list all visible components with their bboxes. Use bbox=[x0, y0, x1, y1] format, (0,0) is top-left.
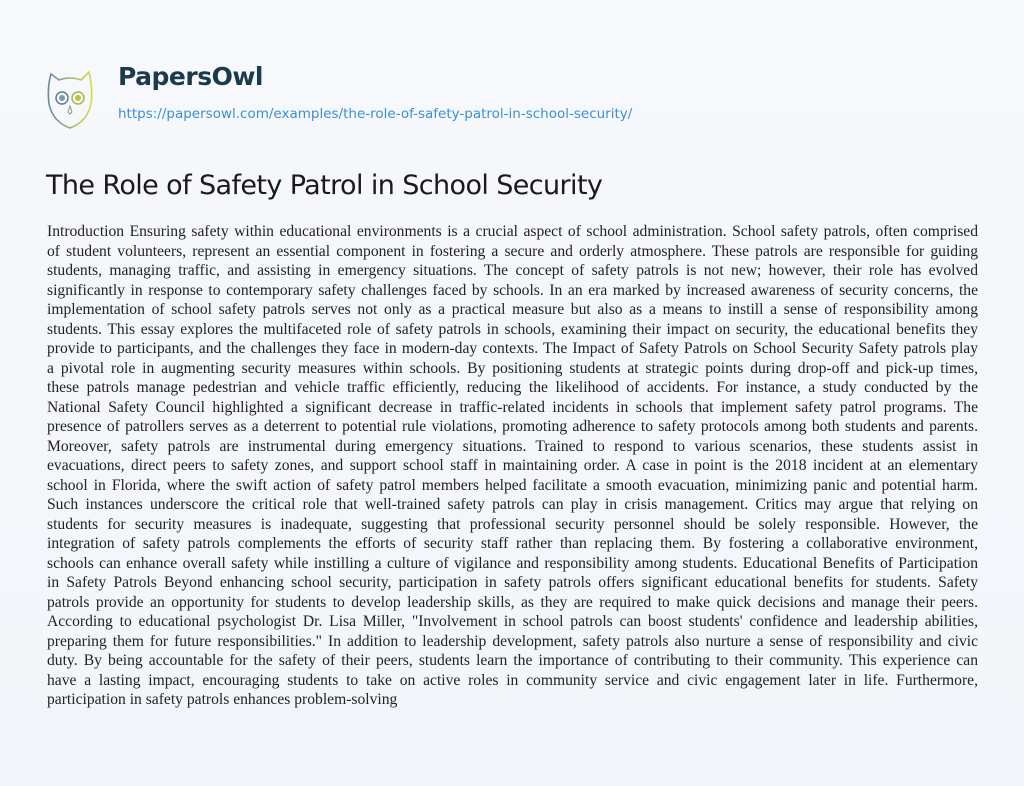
essay-line: students for security measures is inadequate, suggesting that professional security personnel should be solely responsible. However, the bbox=[47, 515, 978, 533]
essay-line: school in Florida, where the swift action of safety patrol members helped facilitate a smooth evacuation, minimizing panic and potential harm. bbox=[47, 476, 978, 494]
essay-line: evacuations, direct peers to safety zones, and support school staff in maintaining order. A case in point is the 2018 incident at an elementary bbox=[47, 457, 978, 474]
essay-line: duty. By being accountable for the safety of their peers, students learn the importance of contributing to their community. This experience can bbox=[47, 652, 978, 669]
essay-line: schools can enhance overall safety while instilling a culture of vigilance and responsibility among students. Educational Benefits of Participation bbox=[47, 554, 978, 572]
essay-line: students, managing traffic, and assisting in emergency situations. The concept of safety patrols is not new; however, their role has evolved bbox=[47, 262, 978, 279]
essay-line: in Safety Patrols Beyond enhancing school security, participation in safety patrols offers significant educational benefits for students. Safety bbox=[47, 574, 978, 591]
page-title: The Role of Safety Patrol in School Security bbox=[46, 170, 603, 201]
essay-line: provide to participants, and the challenges they face in modern-day contexts. The Impact of Safety Patrols on School Security Safety patrols play bbox=[47, 340, 978, 357]
essay-line: significantly in response to contemporary safety challenges faced by schools. In an era marked by increased awareness of security concerns, the bbox=[47, 281, 978, 299]
essay-line: of student volunteers, represent an essential component in fostering a secure and orderly atmosphere. These patrols are responsible for guiding bbox=[47, 242, 978, 260]
essay-line: patrols provide an opportunity for students to develop leadership skills, as they are required to make quick decisions and manage their peers. bbox=[47, 593, 978, 611]
essay-line: presence of patrollers serves as a deterrent to potential rule violations, promoting adherence to safety protocols among both students and parents. bbox=[47, 418, 978, 435]
essay-line: implementation of school safety patrols serves not only as a practical measure but also as a means to instill a sense of responsibility among bbox=[47, 301, 978, 318]
essay-line: students. This essay explores the multifaceted role of safety patrols in schools, examining their impact on security, the educational benefits they bbox=[47, 320, 978, 338]
essay-line: have a lasting impact, encouraging students to take on active roles in community service and civic engagement later in life. Furthermore, bbox=[47, 671, 978, 689]
essay-line: a pivotal role in augmenting security measures within schools. By positioning students at strategic points during drop-off and pick-up times, bbox=[47, 359, 978, 377]
essay-line: these patrols manage pedestrian and vehicle traffic efficiently, reducing the likelihood of accidents. For instance, a study conducted by the bbox=[47, 379, 978, 396]
essay-line: Introduction Ensuring safety within educational environments is a crucial aspect of school administration. School safety patrols, often comprised bbox=[47, 223, 978, 240]
essay-line: preparing them for future responsibilities." In addition to leadership development, safety patrols also nurture a sense of responsibility and civic bbox=[47, 632, 978, 650]
essay-line: National Safety Council highlighted a significant decrease in traffic-related incidents in schools that implement safety patrol programs. The bbox=[47, 398, 978, 416]
owl-logo-icon bbox=[47, 68, 93, 130]
essay-line: Moreover, safety patrols are instrumental during emergency situations. Trained to respond to various scenarios, these students assist in bbox=[47, 437, 978, 455]
essay-body bbox=[47, 222, 978, 710]
essay-line: integration of safety patrols complements the efforts of security staff rather than replacing them. By fostering a collaborative environment, bbox=[47, 535, 978, 552]
brand-name[interactable]: PapersOwl bbox=[118, 62, 263, 91]
essay-line: According to educational psychologist Dr. Lisa Miller, "Involvement in school patrols can boost students' confidence and leadership abilities, bbox=[47, 613, 978, 630]
essay-line: Such instances underscore the critical role that well-trained safety patrols can play in crisis management. Critics may argue that relying on bbox=[47, 496, 978, 513]
page-url-link[interactable]: https://papersowl.com/examples/the-role-of-safety-patrol-in-school-security/ bbox=[118, 106, 633, 122]
essay-line: participation in safety patrols enhances problem-solving bbox=[47, 691, 398, 708]
